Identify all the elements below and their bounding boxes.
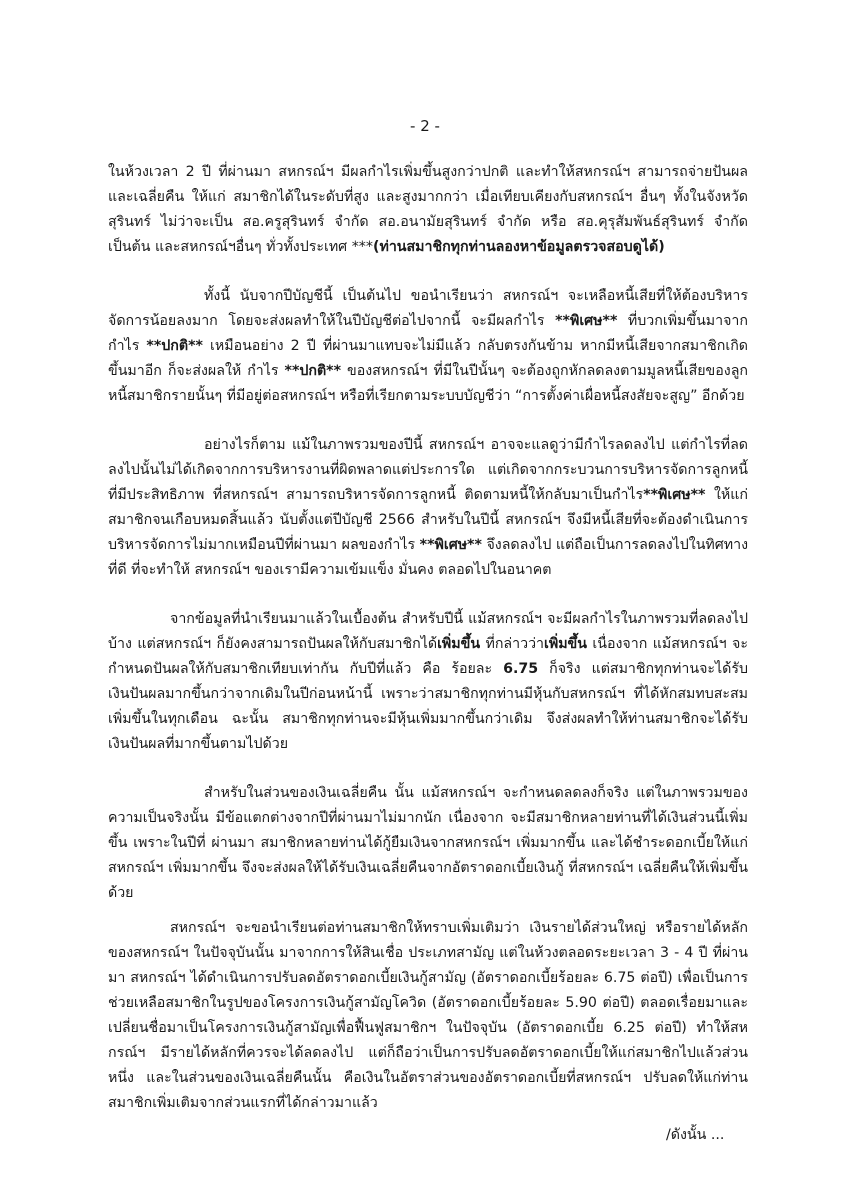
paragraph-4 — [108, 607, 748, 757]
paragraph-5-text: สำหรับในส่วนของเงินเฉลี่ยคืน นั้น แม้สหกรณ์ฯ จะกำหนดลดลงก็จริง แต่ในภาพรวมของความเป็นจริงนั้น มีข้อแตกต่างจากปีที่ผ่านมาไม่มากนัก เนื่องจาก จะมีสมาชิกหลายท่านที่ได้เงินส่วนนี้เพิ่มขึ้น เพราะในปีที่ ผ่านมา สมาชิกหลายท่านได้กู้ยืมเงินจากสหกรณ์ฯ เพิ่มมากขึ้น และได้ชำระดอกเบี้ยให้แก่สหกรณ์ฯ เพิ่มมากขึ้น จึงจะส่งผลให้ได้รับเงินเฉลี่ยคืนจากอัตราดอกเบี้ยเงินกู้ ที่สหกรณ์ฯ เฉลี่ยคืนให้เพิ่มขึ้นด้วย — [108, 785, 748, 901]
paragraph-2-bold-3: **ปกติ** — [284, 363, 342, 379]
paragraph-1-emphasis: (ท่านสมาชิกทุกท่านลองหาข้อมูลตรวจสอบดูได้) — [372, 239, 665, 255]
paragraph-2 — [108, 284, 748, 409]
paragraph-5 — [108, 781, 748, 906]
paragraph-3-part-3: จึงลดลงไป แต่ถือเป็นการลดลงไปในทิศทางที่ดี ที่จะทำให้ สหกรณ์ฯ ของเรามีความเข้มแข็ง มั่นคง ตลอดไปในอนาคต — [108, 537, 749, 578]
paragraph-6-text: สหกรณ์ฯ จะขอนำเรียนต่อท่านสมาชิกให้ทราบเพิ่มเติมว่า เงินรายได้ส่วนใหญ่ หรือรายได้หลักของสหกรณ์ฯ ในปัจจุบันนั้น มาจากการให้สินเชื่อ ประเภทสามัญ แต่ในห้วงตลอดระยะเวลา 3 - 4 ปี ที่ผ่านมา สหกรณ์ฯ ได้ดำเนินการปรับลดอัตราดอกเบี้ยเงินกู้สามัญ (อัตราดอกเบี้ยร้อยละ 6.75 ต่อปี) เพื่อเป็นการช่วยเหลือสมาชิกในรูปของโครงการเงินกู้สามัญโควิด (อัตราดอกเบี้ยร้อยละ 5.90 ต่อปี) ตลอดเรื่อยมาและเปลี่ยนชื่อมาเป็นโครงการเงินกู้สามัญเพื่อฟื้นฟูสมาชิกฯ ในปัจจุบัน (อัตราดอกเบี้ย 6.25 ต่อปี) ทำให้สหกรณ์ฯ มีรายได้หลักที่ควรจะได้ลดลงไป แต่ก็ถือว่าเป็นการปรับลดอัตราดอกเบี้ยให้แก่สมาชิกไปแล้วส่วนหนึ่ง และในส่วนของเงินเฉลี่ยคืนนั้น คือเงินในอัตราส่วนของอัตราดอกเบี้ยที่สหกรณ์ฯ ปรับลดให้แก่ท่านสมาชิกเพิ่มเติมจากส่วนแรกที่ได้กล่าวมาแล้ว — [108, 920, 748, 1111]
paragraph-4-part-1: จากข้อมูลที่นำเรียนมาแล้วในเบื้องต้น สำหรับปีนี้ แม้สหกรณ์ฯ จะมีผลกำไรในภาพรวมที่ลดลงไปบ้าง แต่สหกรณ์ฯ ก็ยังคงสามารถปันผลให้กับสมาชิกได้ — [108, 611, 748, 652]
document-body — [108, 160, 748, 1140]
paragraph-3-bold-1: **พิเศษ** — [643, 487, 706, 503]
paragraph-6 — [108, 916, 748, 1116]
paragraph-2-bold-2: **ปกติ** — [146, 338, 203, 354]
paragraph-4-part-3: เนื่องจาก แม้สหกรณ์ฯ จะกำหนดปันผลให้กับสมาชิกเทียบเท่ากัน กับปีที่แล้ว คือ ร้อยละ — [108, 636, 748, 677]
paragraph-3-part-2: ให้แก่สมาชิกจนเกือบหมดสิ้นแล้ว นับตั้งแต่ปีบัญชี 2566 สำหรับในปีนี้ สหกรณ์ฯ จึงมีหนี้เสียที่จะต้องดำเนินการบริหารจัดการไม่มากเหมือนปีที่ผ่านมา ผลของกำไร — [108, 487, 749, 553]
paragraph-4-part-2: ที่กล่าวว่า — [480, 636, 544, 652]
paragraph-2-part-2: ที่บวกเพิ่มขึ้นมาจากกำไร — [108, 313, 748, 354]
page-number: - 2 - — [410, 117, 440, 135]
paragraph-4-bold-2: เพิ่มขึ้น — [544, 636, 587, 652]
paragraph-2-part-4: ของสหกรณ์ฯ ที่มีในปีนั้นๆ จะต้องถูกหักลดลงตามมูลหนี้เสียของลูกหนี้สมาชิกรายนั้นๆ ที่มีอยู่ต่อสหกรณ์ฯ หรือที่เรียกตามระบบบัญชีว่า “การตั้งค่าเผื่อหนี้สงสัยจะสูญ” อีกด้วย — [108, 363, 748, 404]
paragraph-1 — [108, 160, 748, 260]
paragraph-2-bold-1: **พิเศษ** — [555, 313, 618, 329]
paragraph-4-part-4: ก็จริง แต่สมาชิกทุกท่านจะได้รับเงินปันผลมากขึ้นกว่าจากเดิมในปีก่อนหน้านี้ เพราะว่าสมาชิกทุกท่านมีหุ้นกับสหกรณ์ฯ ที่ได้หักสมทบสะสมเพิ่มขึ้นในทุกเดือน ฉะนั้น สมาชิกทุกท่านจะมีหุ้นเพิ่มมากขึ้นกว่าเดิม จึงส่งผลทำให้ท่านสมาชิกจะได้รับเงินปันผลที่มากขึ้นตามไปด้วย — [108, 661, 748, 752]
paragraph-3-bold-2: **พิเศษ** — [419, 537, 482, 553]
paragraph-3-part-1: อย่างไรก็ตาม แม้ในภาพรวมของปีนี้ สหกรณ์ฯ อาจจะแลดูว่ามีกำไรลดลงไป แต่กำไรที่ลดลงไปนั้นไม่ได้เกิดจากการบริหารงานที่ผิดพลาดแต่ประการใด แต่เกิดจากกระบวนการบริหารจัดการลูกหนี้ที่มีประสิทธิภาพ ที่สหกรณ์ฯ สามารถบริหารจัดการลูกหนี้ ติดตามหนี้ให้กลับมาเป็นกำไร — [108, 437, 748, 503]
paragraph-4-bold-1: เพิ่มขึ้น — [437, 636, 481, 652]
paragraph-3 — [108, 433, 748, 583]
continuation-note: /ดังนั้น ... — [666, 1127, 725, 1143]
paragraph-1-text: ในห้วงเวลา 2 ปี ที่ผ่านมา สหกรณ์ฯ มีผลกำไรเพิ่มขึ้นสูงกว่าปกติ และทำให้สหกรณ์ฯ สามารถจ่ายปันผล และเฉลี่ยคืน ให้แก่ สมาชิกได้ในระดับที่สูง และสูงมากกว่า เมื่อเทียบเคียงกับสหกรณ์ฯ อื่นๆ ทั้งในจังหวัดสุรินทร์ ไม่ว่าจะเป็น สอ.ครูสุรินทร์ จำกัด สอ.อนามัยสุรินทร์ จำกัด หรือ สอ.คุรุสัมพันธ์สุรินทร์ จำกัด เป็นต้น และสหกรณ์ฯอื่นๆ ทั่วทั้งประเทศ *** — [108, 164, 748, 255]
paragraph-4-bold-3: 6.75 — [503, 661, 539, 677]
paragraph-2-part-3: เหมือนอย่าง 2 ปี ที่ผ่านมาแทบจะไม่มีแล้ว กลับตรงกันข้าม หากมีหนี้เสียจากสมาชิกเกิดขึ้นมาอีก ก็จะส่งผลให้ กำไร — [108, 338, 749, 379]
paragraph-2-part-1: ทั้งนี้ นับจากปีบัญชีนี้ เป็นต้นไป ขอนำเรียนว่า สหกรณ์ฯ จะเหลือหนี้เสียที่ให้ต้องบริหารจัดการน้อยลงมาก โดยจะส่งผลทำให้ในปีบัญชีต่อไปจากนี้ จะมีผลกำไร — [108, 288, 748, 329]
